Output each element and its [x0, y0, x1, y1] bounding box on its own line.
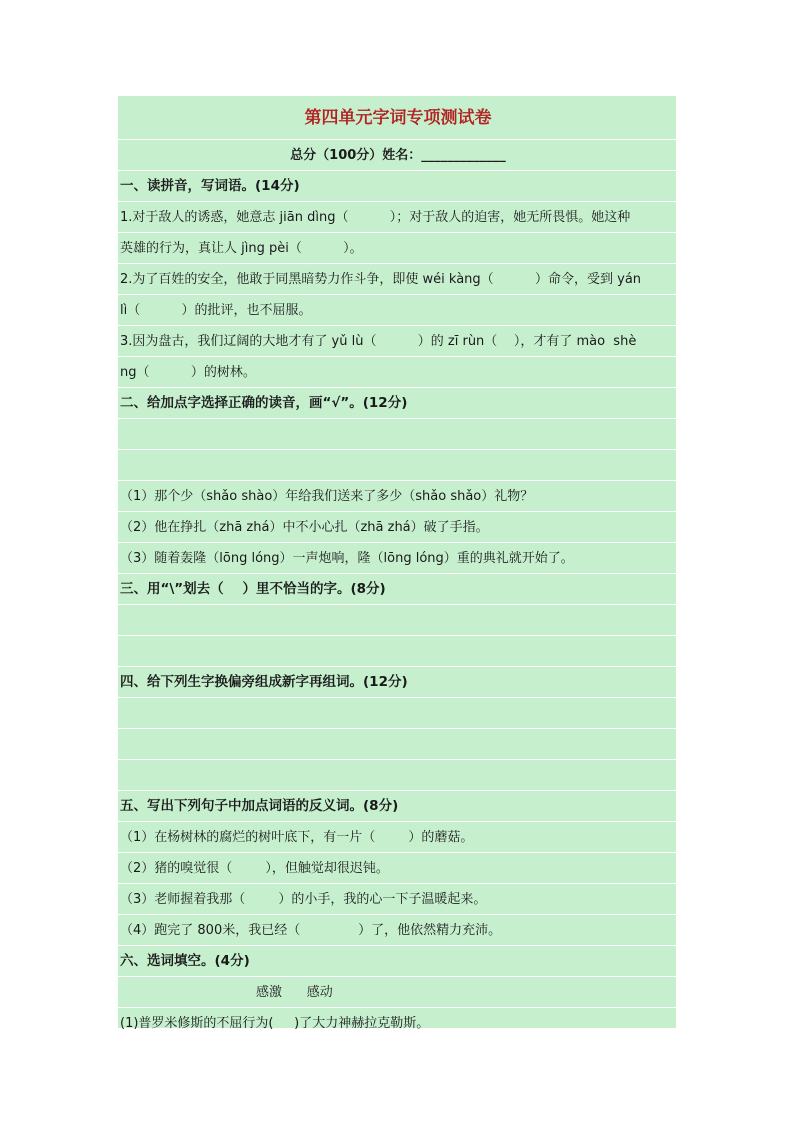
strike-choice-row — [118, 636, 676, 667]
section-2-line: （2）他在挣扎（zhā zhá）中不小心扎（zhā zhá）破了手指。 — [118, 512, 676, 543]
pinyin-choice-row — [118, 450, 676, 481]
word-choices: 感激 感动 — [118, 977, 676, 1008]
section-1-line: 1.对于敌人的诱惑，她意志 jiān dìng（ ）；对于敌人的迫害，她无所畏惧。她这种 — [118, 202, 676, 233]
section-1-line: ng（ ）的树林。 — [118, 357, 676, 388]
score-name-line: 总分（100分）姓名：_____________ — [118, 140, 676, 171]
section-1-heading: 一、读拼音，写词语。(14分) — [118, 171, 676, 202]
section-1-line: lì（ ）的批评，也不屈服。 — [118, 295, 676, 326]
section-5-line: （1）在杨树林的腐烂的树叶底下，有一片（ ）的蘑菇。 — [118, 822, 676, 853]
strike-choice-row — [118, 605, 676, 636]
section-5-line: （3）老师握着我那（ ）的小手，我的心一下子温暖起来。 — [118, 884, 676, 915]
section-5-line: （2）猪的嗅觉很（ ），但触觉却很迟钝。 — [118, 853, 676, 884]
pinyin-choice-row — [118, 419, 676, 450]
section-1-line: 英雄的行为，真让人 jìng pèi（ ）。 — [118, 233, 676, 264]
section-2-line: （1）那个少（shǎo shào）年给我们送来了多少（shǎo shǎo）礼物？ — [118, 481, 676, 512]
section-6-heading: 六、选词填空。(4分) — [118, 946, 676, 977]
section-1-line: 3.因为盘古，我们辽阔的大地才有了 yǔ lù（ ）的 zī rùn（ ），才有了 mào shè — [118, 326, 676, 357]
section-2-heading: 二、给加点字选择正确的读音，画“√”。(12分) — [118, 388, 676, 419]
section-4-heading: 四、给下列生字换偏旁组成新字再组词。(12分) — [118, 667, 676, 698]
section-5-heading: 五、写出下列句子中加点词语的反义词。(8分) — [118, 791, 676, 822]
worksheet — [118, 96, 676, 1031]
section-5-line: （4）跑完了 800米，我已经（ ）了，他依然精力充沛。 — [118, 915, 676, 946]
section-1-line: 2.为了百姓的安全，他敢于同黑暗势力作斗争，即使 wéi kàng（ ）命令，受到 yán — [118, 264, 676, 295]
section-3-heading: 三、用“\”划去（ ）里不恰当的字。(8分) — [118, 574, 676, 605]
section-2-line: （3）随着轰隆（lōng lóng）一声炮响，隆（lōng lóng）重的典礼就开始了。 — [118, 543, 676, 574]
section-6-line: (1)普罗米修斯的不屈行为( )了大力神赫拉克勒斯。 — [118, 1008, 676, 1039]
page-title: 第四单元字词专项测试卷 — [118, 96, 676, 140]
radical-row — [118, 698, 676, 729]
radical-row — [118, 760, 676, 791]
radical-row — [118, 729, 676, 760]
